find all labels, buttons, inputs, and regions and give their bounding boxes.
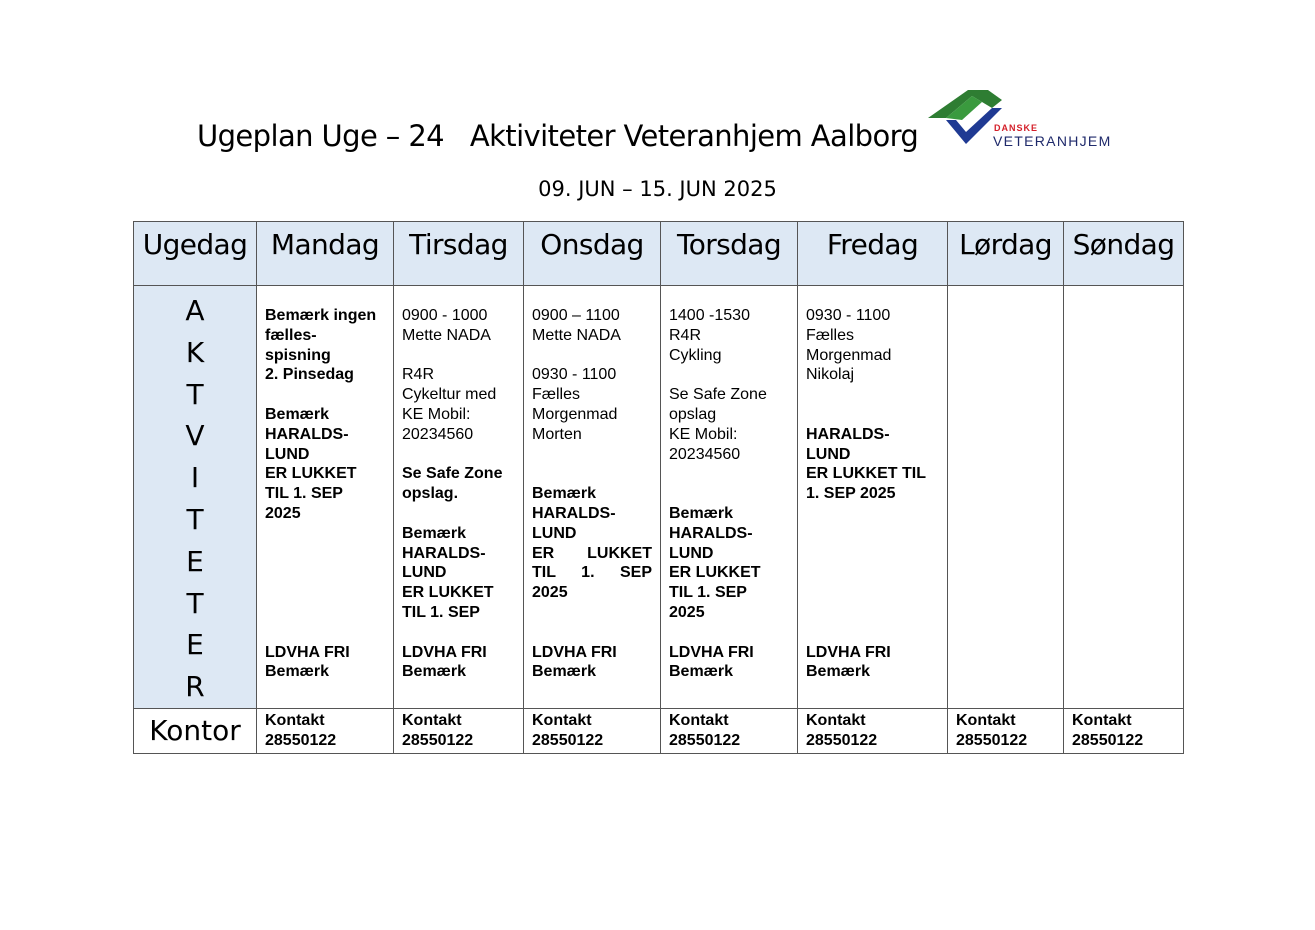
kontor-line1: Kontakt	[956, 711, 1016, 729]
activity-line	[265, 603, 385, 623]
activities-fredag	[798, 286, 948, 709]
activity-line: KE Mobil:	[669, 425, 738, 443]
activity-line: spisning	[265, 346, 331, 364]
activity-line	[806, 583, 939, 603]
activity-line: HARALDS-	[806, 425, 890, 443]
activity-line: ER LUKKET	[532, 544, 652, 562]
activity-line	[806, 623, 939, 643]
vertical-label	[134, 286, 256, 708]
activity-line: LDVHA FRI	[532, 643, 617, 661]
activity-line: 20234560	[669, 445, 741, 463]
activity-line: LUND	[806, 445, 851, 463]
activity-line: ER LUKKET TIL	[806, 465, 926, 483]
activity-line: Bemærk	[532, 663, 597, 681]
activity-line	[402, 504, 515, 524]
activity-line: Morgenmad	[806, 346, 892, 364]
activity-line: fælles-	[265, 326, 317, 344]
activity-line	[402, 445, 515, 465]
activity-line	[532, 603, 652, 623]
activity-line: Morgenmad	[532, 405, 618, 423]
activity-line	[669, 365, 789, 385]
activity-line: LUND	[265, 445, 310, 463]
kontor-line1: Kontakt	[669, 711, 729, 729]
activity-line	[265, 563, 385, 583]
kontor-line1: Kontakt	[532, 711, 592, 729]
kontor-line1: Kontakt	[806, 711, 866, 729]
activity-line	[532, 464, 652, 484]
activity-line: Bemærk ingen	[265, 307, 377, 324]
activity-line: 0930 - 1100	[532, 366, 617, 384]
activity-line: Mette NADA	[402, 326, 491, 344]
header-onsdag: Onsdag	[524, 222, 661, 286]
activity-line: LDVHA FRI	[669, 643, 754, 661]
kontor-line1: Kontakt	[1072, 711, 1132, 729]
kontor-cell	[257, 708, 394, 753]
activity-line	[265, 524, 385, 544]
activity-line	[402, 346, 515, 366]
activity-line	[669, 464, 789, 484]
activity-line	[806, 563, 939, 583]
vertical-label-letter: E	[186, 628, 204, 662]
logo-text-bottom: VETERANHJEM	[993, 133, 1112, 149]
activity-line	[265, 544, 385, 564]
kontor-row	[134, 708, 1184, 753]
kontor-cell	[1064, 708, 1184, 753]
header-sondag: Søndag	[1064, 222, 1184, 286]
activity-line: Bemærk	[669, 663, 734, 681]
activity-line: HARALDS-	[669, 524, 753, 542]
activity-line	[806, 603, 939, 623]
activity-line: R4R	[402, 366, 435, 384]
kontor-cell	[394, 708, 524, 753]
activities-torsdag	[661, 286, 798, 709]
activity-line	[806, 385, 939, 405]
header-lordag: Lørdag	[948, 222, 1064, 286]
kontor-line1: Kontakt	[265, 711, 325, 729]
vertical-label-letter: E	[186, 544, 204, 578]
activity-line: LDVHA FRI	[806, 643, 891, 661]
page-title: Ugeplan Uge – 24 Aktiviteter Veteranhjem Aalborg	[197, 119, 919, 153]
kontor-cell	[798, 708, 948, 753]
activity-line: TIL 1. SEP	[402, 603, 480, 621]
activity-line: TIL 1. SEP	[532, 564, 652, 582]
activity-line: 20234560	[402, 425, 474, 443]
activity-line	[806, 544, 939, 564]
activities-onsdag	[524, 286, 661, 709]
header-tirsdag: Tirsdag	[394, 222, 524, 286]
activity-line	[669, 484, 789, 504]
kontor-phone: 28550122	[956, 731, 1028, 749]
activity-line: Bemærk	[402, 524, 467, 542]
activity-line: 1. SEP 2025	[806, 485, 896, 503]
kontor-phone: 28550122	[265, 731, 337, 749]
kontor-phone: 28550122	[532, 731, 604, 749]
activity-line: LDVHA FRI	[402, 643, 487, 661]
activity-line: 2025	[669, 603, 705, 621]
activity-line	[806, 405, 939, 425]
header-torsdag: Torsdag	[661, 222, 798, 286]
activity-line	[265, 385, 385, 405]
activity-line: ER LUKKET	[265, 465, 357, 483]
activity-line: Bemærk	[265, 405, 330, 423]
activity-line: Se Safe Zone	[402, 465, 503, 483]
activity-line	[532, 445, 652, 465]
activity-line: Se Safe Zone	[669, 386, 767, 404]
activity-line: TIL 1. SEP	[669, 584, 747, 602]
activity-line: 0930 - 1100	[806, 307, 891, 324]
activity-line: 1400 -1530	[669, 307, 750, 324]
kontor-cell	[661, 708, 798, 753]
activity-line: Cykling	[669, 346, 722, 364]
kontor-phone: 28550122	[806, 731, 878, 749]
header-mandag: Mandag	[257, 222, 394, 286]
activity-line: LUND	[402, 564, 447, 582]
activity-line: ER LUKKET	[669, 564, 761, 582]
activities-row-label	[134, 286, 257, 709]
activity-line	[806, 504, 939, 524]
activity-line	[532, 623, 652, 643]
activity-line: Fælles	[806, 326, 855, 344]
kontor-label: Kontor	[134, 708, 257, 753]
header-fredag: Fredag	[798, 222, 948, 286]
activity-line: 2025	[532, 584, 568, 602]
activity-line	[806, 524, 939, 544]
activities-sondag	[1064, 286, 1184, 709]
activity-line: ER LUKKET	[402, 584, 494, 602]
vertical-label-letter: K	[185, 335, 205, 369]
activity-line: Bemærk	[669, 504, 734, 522]
activity-line: Bemærk	[532, 485, 597, 503]
activity-line: LUND	[669, 544, 714, 562]
header-row	[134, 222, 1184, 286]
activity-line	[532, 346, 652, 366]
activity-line: Morten	[532, 425, 582, 443]
activity-line: LUND	[532, 524, 577, 542]
header-ugedag: Ugedag	[134, 222, 257, 286]
vertical-label-letter: A	[185, 294, 205, 327]
activity-line	[265, 583, 385, 603]
kontor-phone: 28550122	[1072, 731, 1144, 749]
activity-line: Cykeltur med	[402, 386, 497, 404]
vertical-label-letter: T	[186, 502, 204, 536]
vertical-label-letter: T	[186, 377, 204, 411]
vertical-label-letter: T	[186, 586, 204, 620]
kontor-phone: 28550122	[402, 731, 474, 749]
activity-line: 0900 – 1100	[532, 307, 620, 324]
activity-line: 2. Pinsedag	[265, 366, 354, 384]
activity-line: opslag.	[402, 485, 459, 503]
activity-line: Bemærk	[806, 663, 871, 681]
kontor-phone: 28550122	[669, 731, 741, 749]
activities-row	[134, 286, 1184, 709]
kontor-line1: Kontakt	[402, 711, 462, 729]
logo-text-top: DANSKE	[994, 123, 1039, 133]
activity-line: KE Mobil:	[402, 405, 471, 423]
activity-line: Fælles	[532, 386, 581, 404]
activities-mandag	[257, 286, 394, 709]
activity-line: TIL 1. SEP	[265, 485, 343, 503]
weekly-schedule-table	[133, 221, 1184, 754]
date-range: 09. JUN – 15. JUN 2025	[538, 177, 777, 201]
kontor-cell	[948, 708, 1064, 753]
activity-line	[402, 623, 515, 643]
activity-line: opslag	[669, 405, 717, 423]
activity-line: Nikolaj	[806, 366, 855, 384]
vertical-label-letter: R	[185, 670, 205, 704]
kontor-cell	[524, 708, 661, 753]
activity-line: Mette NADA	[532, 326, 621, 344]
activity-line: HARALDS-	[402, 544, 486, 562]
activity-line: R4R	[669, 326, 702, 344]
activity-line: HARALDS-	[532, 504, 616, 522]
activity-line: LDVHA FRI	[265, 643, 350, 661]
activity-line: 0900 - 1000	[402, 307, 488, 324]
activities-tirsdag	[394, 286, 524, 709]
activities-lordag	[948, 286, 1064, 709]
activity-line: Bemærk	[402, 663, 467, 681]
activity-line	[265, 623, 385, 643]
activity-line: 2025	[265, 504, 301, 522]
activity-line: HARALDS-	[265, 425, 349, 443]
vertical-label-letter: I	[190, 461, 200, 495]
vertical-label-letter: V	[185, 419, 205, 453]
activity-line	[669, 623, 789, 643]
activity-line: Bemærk	[265, 663, 330, 681]
